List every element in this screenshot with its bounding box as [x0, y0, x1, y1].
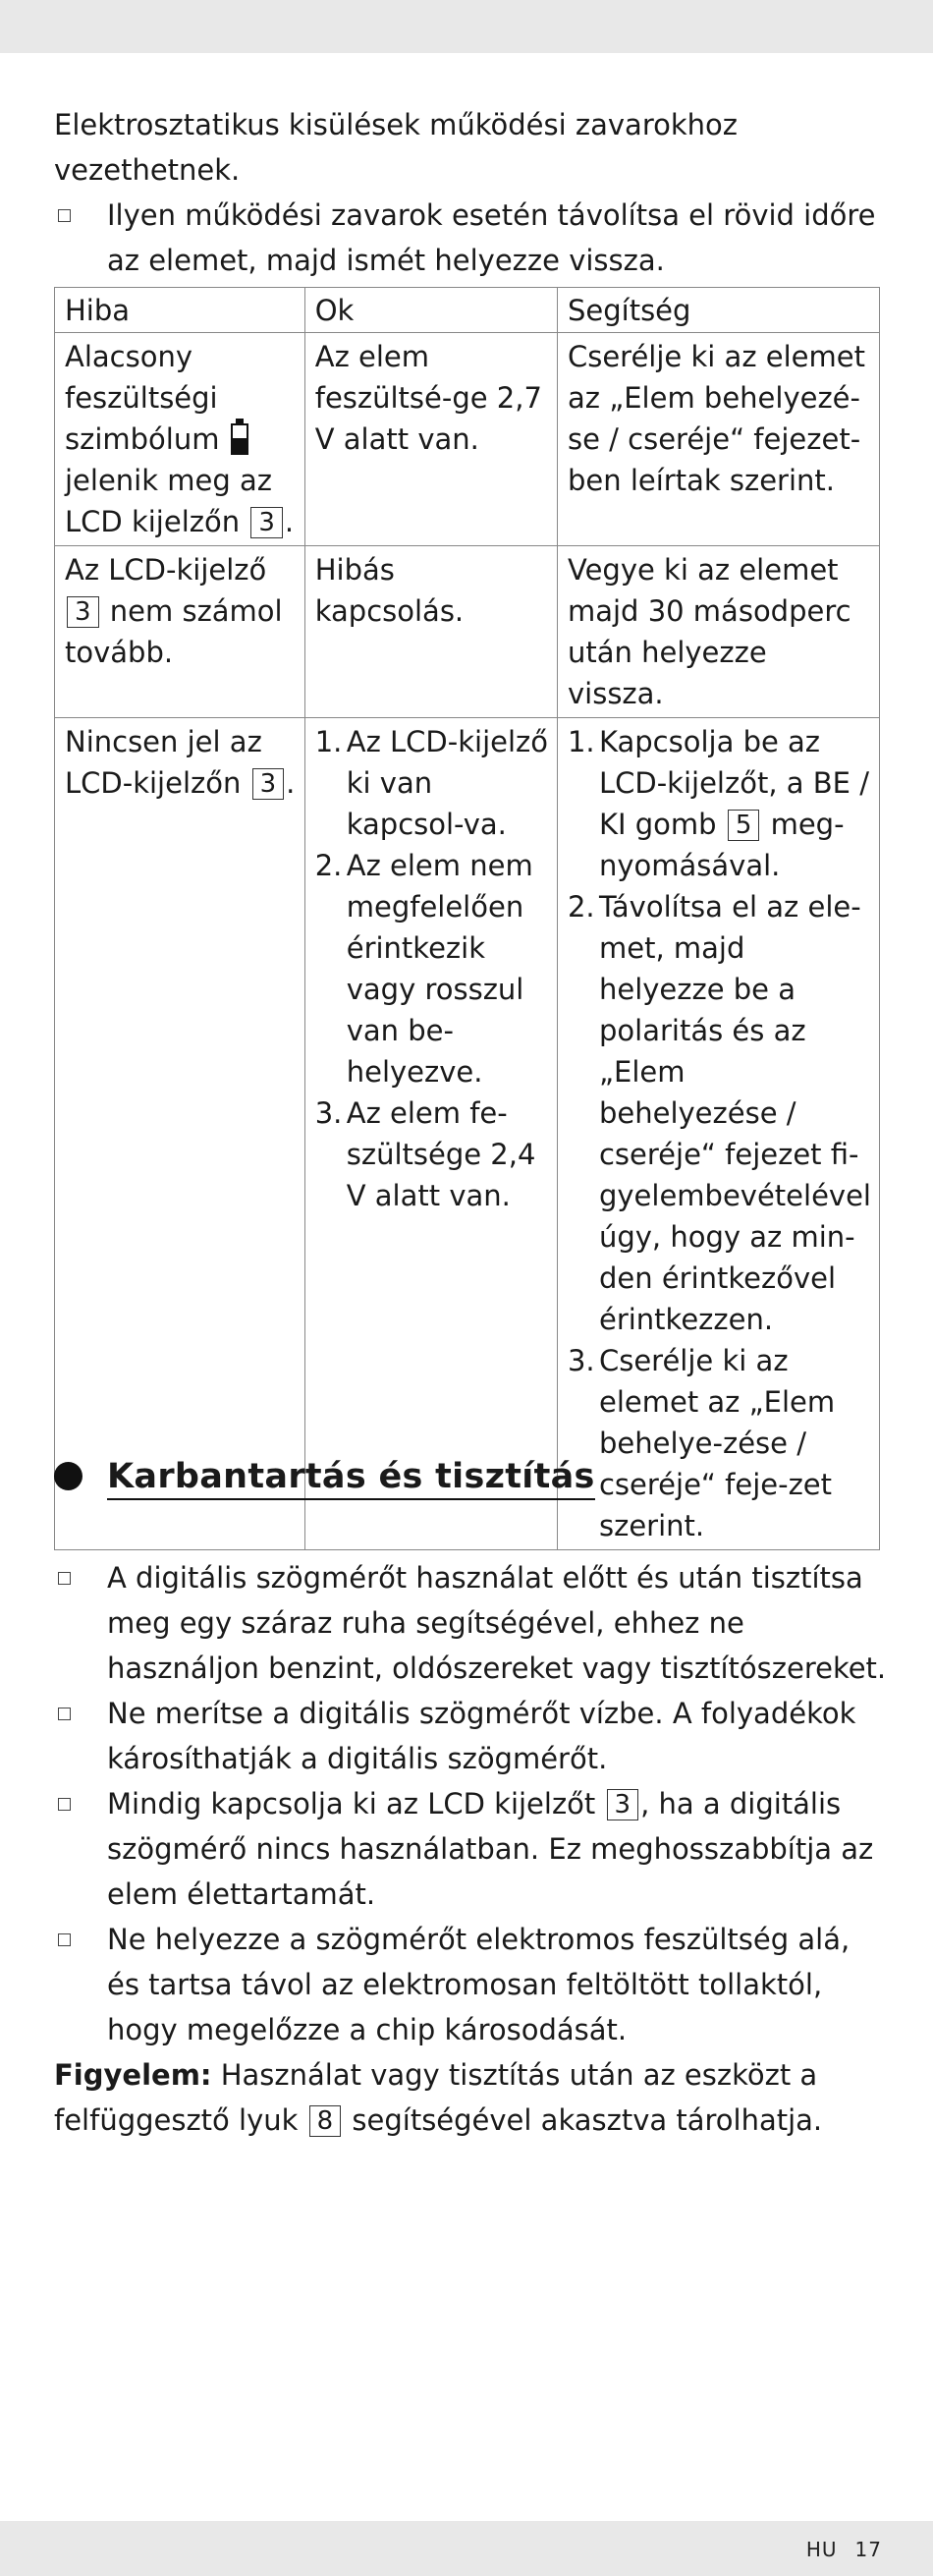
list-number: 2.: [314, 849, 343, 882]
note-label: Figyelem:: [54, 2058, 212, 2092]
bullet-dot-icon: [54, 1462, 82, 1490]
list-item: [568, 886, 871, 1340]
checkbox-bullet-icon: [58, 209, 71, 222]
table-row: [55, 546, 880, 718]
cell-text: .: [284, 505, 295, 538]
top-band: [0, 0, 933, 53]
checkbox-bullet-icon: [58, 1933, 71, 1946]
note-paragraph: [54, 2052, 889, 2143]
page-number: 17: [854, 2538, 882, 2561]
note-text: segítségével akasztva tárolhatja.: [343, 2103, 823, 2137]
column-header-segitseg: Segítség: [557, 288, 879, 333]
list-text: meg-nyomásával.: [598, 808, 845, 882]
cell-text: nem számol tovább.: [65, 594, 283, 669]
checkbox-bullet-icon: [58, 1798, 71, 1811]
list-text: Az elem fe-szültsége 2,4 V alatt van.: [346, 1096, 536, 1212]
bullet-text: A digitális szögmérőt használat előtt és után tisztítsa meg egy száraz ruha segítségével, ehhez ne használjon benzint, oldószereket vagy tisztítószereket.: [107, 1561, 887, 1685]
cell-ok: [304, 718, 557, 1550]
list-number: 1.: [567, 725, 595, 758]
troubleshooting-table: [54, 287, 880, 1550]
list-number: 2.: [567, 890, 595, 924]
table-row: [55, 333, 880, 546]
note-text: Használat vagy tisztítás után az eszközt a felfüggesztő lyuk: [54, 2058, 818, 2137]
maintenance-bullet: [54, 1781, 889, 1917]
list-item: [568, 721, 871, 886]
list-text: Cserélje ki az elemet az „Elem behelye-zése / cseréje“ feje-zet szerint.: [598, 1344, 836, 1542]
footer-band: [0, 2521, 933, 2576]
bullet-text: Ne helyezze a szögmérőt elektromos feszültség alá, és tartsa távol az elektromosan feltöltött tollaktól, hogy megelőzze a chip károsodását.: [107, 1923, 851, 2046]
reference-number: 3: [250, 507, 283, 538]
cell-hiba: [55, 718, 305, 1550]
bullet-text: , ha a digitális szögmérő nincs használatban. Ez meghosszabbítja az elem élettartamát.: [107, 1787, 874, 1911]
reference-number: 3: [67, 596, 99, 628]
list-item: [315, 1092, 549, 1216]
list-number: 3.: [567, 1344, 595, 1377]
list-text: Az elem nem megfelelően érintkezik vagy rosszul van be-helyezve.: [346, 849, 533, 1089]
reference-number: 8: [309, 2105, 342, 2137]
intro-text: Elektrosztatikus kisülések működési zavarokhoz vezethetnek.: [54, 108, 738, 187]
reference-number: 3: [607, 1789, 639, 1820]
list-text: Kapcsolja be az LCD-kijelzőt, a BE / KI gomb: [598, 725, 869, 841]
cell-text: Az LCD-kijelző: [65, 553, 267, 587]
list-item: [568, 1340, 871, 1546]
low-battery-icon: [231, 423, 248, 455]
checkbox-bullet-icon: [58, 1572, 71, 1585]
cell-text: Nincsen jel az LCD-kijelzőn: [65, 725, 262, 800]
section-heading: [54, 1457, 595, 1500]
list-text: Távolítsa el az ele-met, majd helyezze be a polaritás és az „Elem behelyezése / cseréje“ fejezet fi-gyelembevételével úgy, hogy az min-den érintkezővel érintkezzen.: [598, 890, 871, 1336]
intro-block: [54, 102, 879, 283]
help-list: [568, 721, 871, 1546]
cell-text: Alacsony feszültségi szimbólum: [65, 340, 220, 456]
language-code: HU: [805, 2538, 838, 2561]
list-number: 3.: [314, 1096, 343, 1130]
cell-segitseg: [557, 718, 879, 1550]
column-header-ok: Ok: [304, 288, 557, 333]
cell-text: jelenik meg az LCD kijelzőn: [65, 464, 272, 538]
table-header-row: [55, 288, 880, 333]
list-item: [315, 845, 549, 1092]
maintenance-bullet: [54, 1555, 889, 1691]
list-item: [315, 721, 549, 845]
intro-bullet: [54, 193, 879, 283]
maintenance-section: [54, 1555, 889, 2143]
section-heading-text: Karbantartás és tisztítás: [107, 1457, 595, 1500]
list-text: Az LCD-kijelző ki van kapcsol-va.: [346, 725, 548, 841]
cell-ok: Hibás kapcsolás.: [304, 546, 557, 718]
reference-number: 3: [252, 768, 285, 800]
maintenance-bullet: [54, 1691, 889, 1781]
column-header-hiba: Hiba: [55, 288, 305, 333]
cell-hiba: [55, 546, 305, 718]
cell-hiba: [55, 333, 305, 546]
page-footer: [806, 2538, 882, 2561]
list-number: 1.: [314, 725, 343, 758]
table-row: [55, 718, 880, 1550]
bullet-text: Ne merítse a digitális szögmérőt vízbe. A folyadékok károsíthatják a digitális szögmérőt.: [107, 1697, 856, 1775]
cell-ok: Az elem feszültsé-ge 2,7 V alatt van.: [304, 333, 557, 546]
cause-list: [315, 721, 549, 1216]
maintenance-bullet: [54, 1917, 889, 2052]
checkbox-bullet-icon: [58, 1708, 71, 1720]
intro-bullet-text: Ilyen működési zavarok esetén távolítsa el rövid időre az elemet, majd ismét helyezze vissza.: [107, 198, 876, 277]
cell-segitseg: Vegye ki az elemet majd 30 másodperc után helyezze vissza.: [557, 546, 879, 718]
cell-segitseg: Cserélje ki az elemet az „Elem behelyezé-se / cseréje“ fejezet-ben leírtak szerint.: [557, 333, 879, 546]
bullet-text: Mindig kapcsolja ki az LCD kijelzőt: [107, 1787, 596, 1820]
reference-number: 5: [728, 810, 760, 841]
cell-text: .: [286, 766, 296, 800]
